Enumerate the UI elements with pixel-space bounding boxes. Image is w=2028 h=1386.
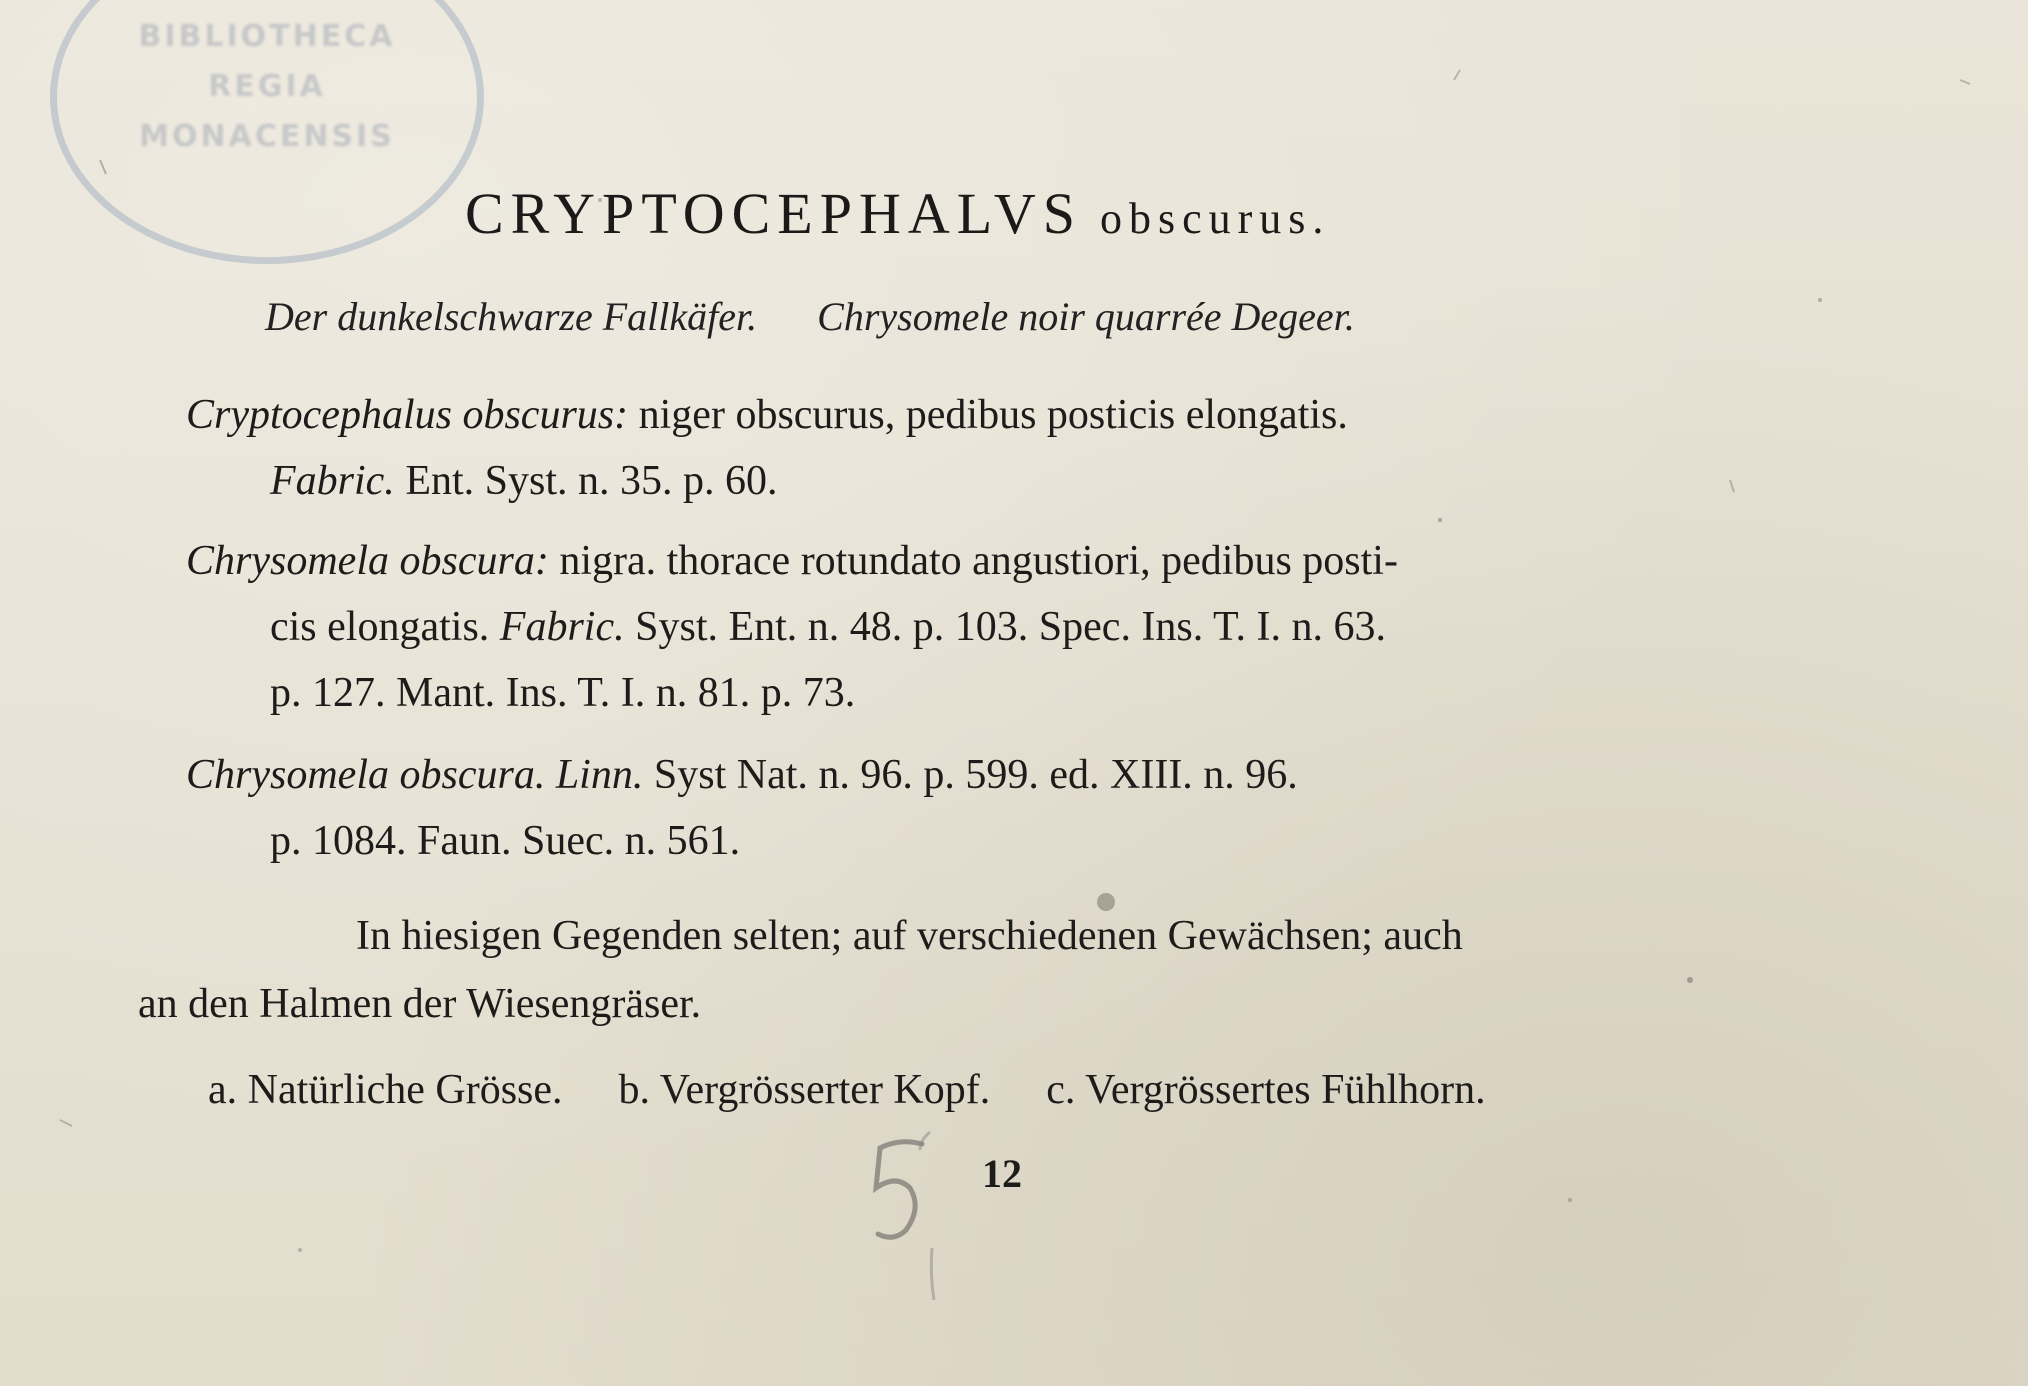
legend-item-b: b. Vergrösserter Kopf.: [618, 1067, 991, 1113]
entry-text: niger obscurus, pedibus posticis elongatis.: [628, 392, 1348, 438]
title-species: obscurus.: [1099, 194, 1331, 243]
entry-text: Syst. Ent. n. 48. p. 103. Spec. Ins. T. I. n. 63.: [624, 604, 1387, 650]
entry-text: Ent. Syst. n. 35. p. 60.: [394, 458, 778, 504]
title-genus: CRYPTOCEPHALVS: [465, 181, 1082, 246]
entry-text: Syst Nat. n. 96. p. 599. ed. XIII. n. 96.: [643, 752, 1298, 798]
entry-italic: Chrysomela obscura:: [186, 538, 549, 584]
page-number: 12: [982, 1151, 1022, 1196]
habitat-paragraph-line: In hiesigen Gegenden selten; auf verschiedenen Gewächsen; auch: [356, 913, 1463, 959]
entry-italic: Fabric.: [270, 458, 395, 504]
entry-text: nigra. thorace rotundato angustiori, pedibus posti-: [548, 538, 1398, 584]
german-common-name: Der dunkelschwarze Fallkäfer.: [265, 294, 758, 339]
legend-item-c: c. Vergrössertes Fühlhorn.: [1046, 1067, 1486, 1113]
entry-italic: Cryptocephalus obscurus:: [186, 392, 629, 438]
legend-item-a: a. Natürliche Grösse.: [208, 1067, 563, 1113]
french-common-name: Chrysomele noir quarrée Degeer.: [817, 294, 1355, 339]
entry-text: p. 1084. Faun. Suec. n. 561.: [270, 818, 741, 864]
entry-text: p. 127. Mant. Ins. T. I. n. 81. p. 73.: [270, 670, 856, 716]
entry-text: cis elongatis.: [270, 604, 500, 650]
stamp-text: BIBLIOTHECA REGIA MONACENSIS: [138, 19, 396, 154]
habitat-paragraph-line: an den Halmen der Wiesengräser.: [138, 981, 702, 1027]
entry-italic: Fabric.: [499, 604, 625, 650]
entry-italic: Chrysomela obscura. Linn.: [186, 752, 644, 798]
